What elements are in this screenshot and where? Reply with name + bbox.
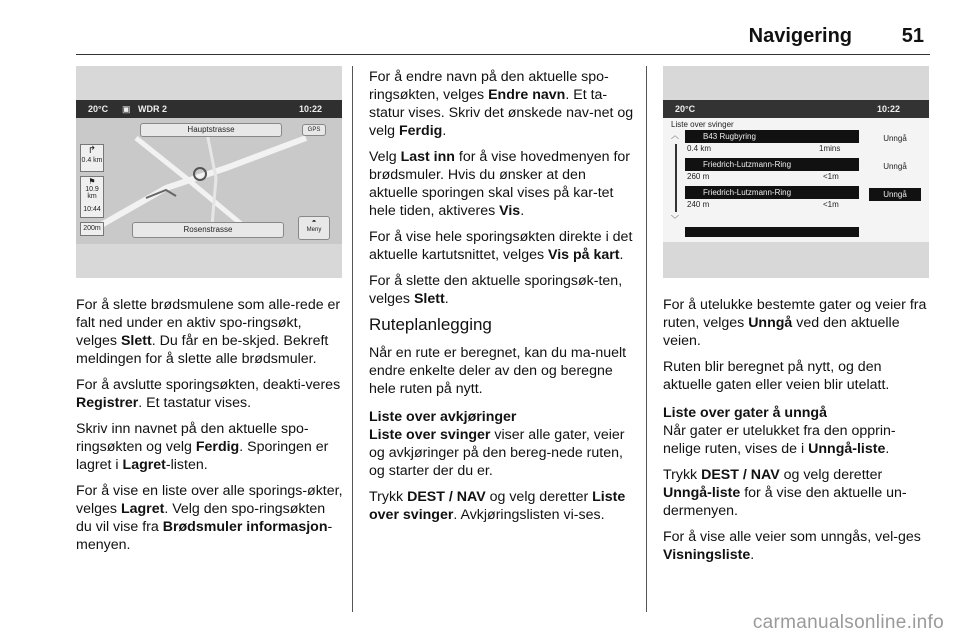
street-bottom-label: Rosenstrasse [132, 222, 284, 238]
flag-icon: ⚑ [88, 177, 96, 186]
col3-paragraph-2: Ruten blir beregnet på nytt, og den aktuelle gaten eller veien blir utelatt. [663, 359, 890, 393]
avoid-button[interactable]: Unngå [883, 162, 907, 171]
col1-paragraph-4: For å vise en liste over alle sporings-økter, velges Lagret. Velg den spo-ringsøkten du vil vise fra Brødsmuler informasjon-menyen. [76, 483, 343, 553]
col2-paragraph-1: For å endre navn på den aktuelle spo-ringsøkten, velges Endre navn. Et ta-statur vises. Skriv det ønskede nav-net og velg Ferdig. [369, 69, 634, 139]
subsection-heading-1: Liste over avkjøringer [369, 409, 517, 425]
list-item-name[interactable]: B43 Rugbyring [685, 130, 859, 143]
col3-paragraph-1: For å utelukke bestemte gater og veier fra ruten, velges Unngå ved den aktuelle veien. [663, 297, 927, 349]
menu-label: Meny [306, 227, 322, 233]
col1-paragraph-2: For å avslutte sporingsøkten, deakti-veres Registrer. Et tastatur vises. [76, 377, 341, 411]
list-caption: Liste over svinger [671, 120, 734, 129]
menu-button[interactable] [298, 216, 330, 240]
remaining-distance: 10.9 km [85, 186, 99, 200]
avoid-button[interactable]: Unngå [883, 134, 907, 143]
list-item-time: 1mins [819, 144, 841, 153]
scale-label: 200m [80, 222, 104, 236]
col3-paragraph-5: For å vise alle veier som unngås, vel-ges Visningsliste. [663, 529, 921, 563]
turn-list-screenshot [663, 66, 929, 278]
list-item-name[interactable]: Friedrich-Lutzmann-Ring [685, 186, 859, 199]
col2-paragraph-6: Liste over svinger viser alle gater, veier og avkjøringer på den bereg-nede ruten, og starter der du er. [369, 427, 625, 479]
map-status-bar [76, 100, 342, 118]
scrollbar[interactable] [675, 144, 677, 212]
temperature-label: 20°C [675, 104, 696, 114]
column-2 [369, 68, 635, 532]
menu-icon: ◓ [311, 217, 317, 226]
clock-label: 10:22 [298, 104, 322, 114]
turn-arrow-icon: ↱ [87, 145, 97, 156]
col3-paragraph-4: Trykk DEST / NAV og velg deretter Unngå-liste for å vise den aktuelle un-dermenyen. [663, 467, 907, 519]
list-item-distance: 0.4 km [687, 144, 712, 153]
page-number: 51 [901, 25, 924, 47]
list-item-time: <1m [823, 200, 839, 209]
radio-icon: ▣ [122, 104, 131, 114]
map-screenshot [76, 66, 342, 278]
col2-paragraph-2: Velg Last inn for å vise hovedmenyen for brødsmuler. Hvis du ønsker at den aktuelle sporingen skal vises på kar-tet hele tiden, aktiveres Vis. [369, 149, 631, 219]
list-item-distance: 260 m [687, 172, 710, 181]
turn-distance-box [80, 144, 104, 172]
temperature-label: 20°C [88, 104, 109, 114]
station-label: WDR 2 [138, 104, 167, 114]
route-info-box [80, 176, 104, 218]
clock-label: 10:22 [877, 104, 901, 114]
column-divider-1 [352, 66, 353, 612]
list-item-time: <1m [823, 172, 839, 181]
list-item-distance: 240 m [687, 200, 710, 209]
column-1 [76, 296, 344, 562]
turn-distance: 0.4 km [81, 157, 103, 164]
turn-list [663, 118, 929, 242]
header-rule [76, 54, 930, 55]
col1-paragraph-1: For å slette brødsmulene som alle-rede er falt ned under en aktiv spo-ringsøkt, velges Slett. Du får en be-skjed. Bekreft meldingen for å slette alle brødsmuler. [76, 297, 341, 367]
list-item-name[interactable]: Friedrich-Lutzmann-Ring [685, 158, 859, 171]
scroll-down-icon[interactable]: ﹀ [671, 215, 679, 224]
col2-paragraph-3: For å vise hele sporingsøkten direkte i det aktuelle kartutsnittet, velges Vis på kart. [369, 229, 633, 263]
gps-button[interactable]: GPS [302, 124, 326, 136]
col2-paragraph-7: Trykk DEST / NAV og velg deretter Liste over svinger. Avkjøringslisten vi-ses. [369, 489, 626, 523]
arrival-time: 10:44 [83, 206, 101, 213]
street-top-label: Hauptstrasse [140, 123, 282, 137]
scroll-up-icon[interactable]: ︿ [671, 131, 679, 140]
watermark: carmanualsonline.info [752, 612, 944, 633]
col1-paragraph-3: Skriv inn navnet på den aktuelle spo-ringsøkten og velg Ferdig. Sporingen er lagret i Lagret-listen. [76, 421, 329, 473]
list-bottom-bar[interactable] [685, 227, 859, 237]
list-status-bar [663, 100, 929, 118]
map-area [76, 118, 342, 244]
column-divider-2 [646, 66, 647, 612]
column-3 [663, 296, 931, 572]
section-heading: Ruteplanlegging [369, 315, 492, 334]
col3-paragraph-3: Når gater er utelukket fra den opprin-nelige ruten, vises de i Unngå-liste. [663, 423, 896, 457]
page-header-title: Navigering [748, 25, 852, 47]
subsection-heading-2: Liste over gater å unngå [663, 405, 827, 421]
col2-paragraph-5: Når en rute er beregnet, kan du ma-nuelt endre enkelte deler av den og beregne hele ruten på nytt. [369, 345, 627, 397]
avoid-button-active[interactable]: Unngå [869, 188, 921, 201]
col2-paragraph-4: For å slette den aktuelle sporingsøk-ten, velges Slett. [369, 273, 623, 307]
